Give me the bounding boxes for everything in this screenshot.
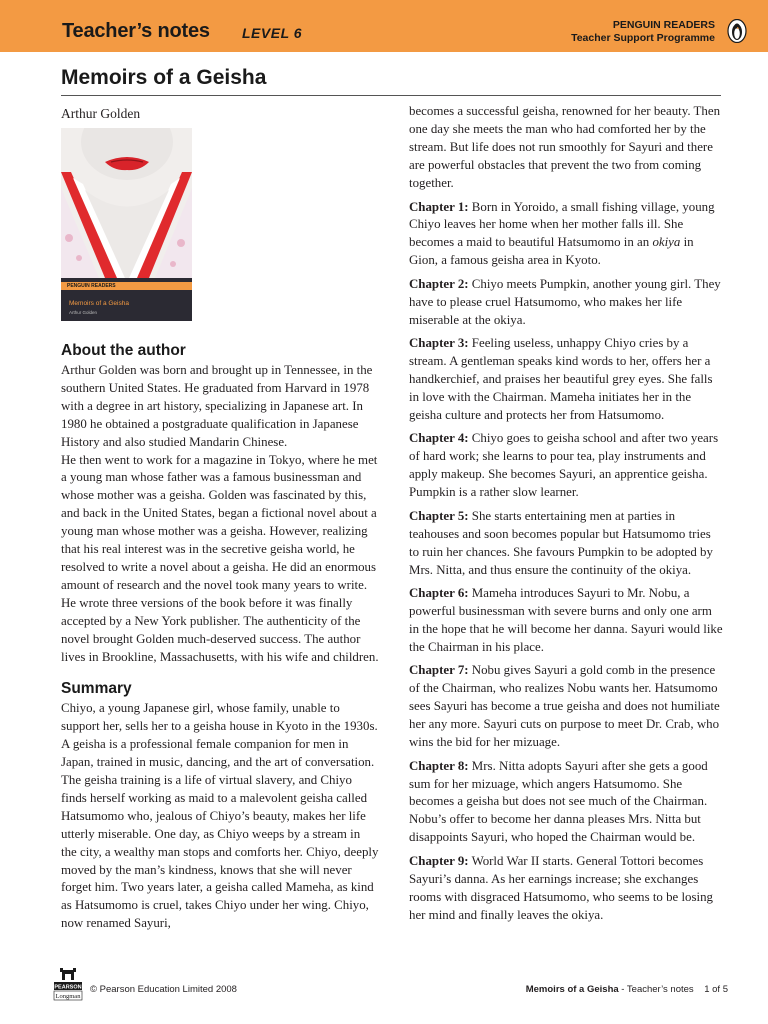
document-title: Memoirs of a Geisha	[61, 66, 267, 89]
svg-text:Longman: Longman	[55, 993, 81, 1000]
left-column	[61, 340, 379, 933]
cover-series-label: PENGUIN READERS	[67, 283, 116, 289]
chapter-label: Chapter 3:	[409, 336, 469, 351]
pearson-longman-logo	[53, 968, 83, 1002]
chapter-item: Chapter 5: She starts entertaining men at parties in teahouses and soon becomes popular but Hatsumomo tries to ruin her chances. She favours Pumpkin to be adopted by Mrs. Nitta, and thus ensure the continuity of the okiya.	[409, 508, 713, 577]
chapter-label: Chapter 7:	[409, 663, 469, 678]
title-divider	[61, 95, 721, 96]
summary-heading: Summary	[61, 680, 132, 698]
cover-illustration	[61, 128, 192, 278]
chapter-item: Chapter 4: Chiyo goes to geisha school and after two years of hard work; she learns to pour tea, play instruments and apply makeup. She becomes Sayuri, an apprentice geisha. Pumpkin is a rather slow learner.	[409, 431, 719, 500]
chapter-italic-term: okiya	[652, 235, 681, 250]
chapter-item: Chapter 6: Mameha introduces Sayuri to Mr. Nobu, a powerful businessman with severe burns and only one arm in the hope that he will become her danna. Sayuri would like the Chairman in his place.	[409, 586, 723, 654]
footer-suffix: - Teacher’s notes	[618, 984, 694, 995]
page-number: 1 of 5	[704, 984, 728, 995]
chapter-label: Chapter 6:	[409, 586, 469, 601]
chapter-item: Chapter 8: Mrs. Nitta adopts Sayuri after she gets a good sum for her mizuage, which angers Hatsumomo. She becomes a geisha but does not see much of the Chairman. Nobu’s offer to become her danna pleases Mrs. Nitta but disappoints Sayuri, who hoped the Chairman would be.	[409, 758, 708, 845]
cover-title: Memoirs of a Geisha	[69, 300, 129, 307]
chapter-label: Chapter 8:	[409, 758, 469, 773]
footer-title-page	[526, 984, 728, 995]
summary-paragraph: Chiyo, a young Japanese girl, whose family, unable to support her, sells her to a geisha house in Kyoto in the 1930s. A geisha is a professional female companion for men in Japan, trained in music, dancing, and the art of conversation. The geisha training is a life of virtual slavery, and Chiyo finds herself working as maid to a malevolent geisha called Hatsumomo who, jealous of Chiyo’s beauty, makes her life utterly miserable. One day, as Chiyo weeps by a stream in the city, a wealthy man stops and comforts her. Chiyo, deeply moved by the man’s kindness, knows that she will never forget him. Two years later, a geisha called Mameha, as kind as Hatsumomo is cruel, takes Chiyo under her wing. Chiyo, now renamed Sayuri,	[61, 701, 379, 931]
chapter-item: Chapter 7: Nobu gives Sayuri a gold comb in the presence of the Chairman, who realizes Nobu wants her. Hatsumomo sees Sayuri has become a true geisha and does not humiliate her any more. Sayuri cuts on purpose to meet Dr. Crab, who wins the bid for her mizuage.	[409, 663, 720, 750]
footer-book-title: Memoirs of a Geisha	[525, 984, 619, 995]
chapter-item: Chapter 9: World War II starts. General Tottori becomes Sayuri’s danna. As her earnings increase; she exchanges rooms with disgraced Hatsumomo, who seems to be losing her mind and finally leaves the okiya.	[409, 853, 713, 922]
chapter-label: Chapter 2:	[409, 276, 469, 291]
chapter-item: Chapter 3: Feeling useless, unhappy Chiyo cries by a stream. A gentleman speaks kind words to her, offers her a handkerchief, and praises her beautiful grey eyes. She falls in love with the Chairman. Mameha initiates her in the geisha culture and protects her from Hatsumomo.	[409, 336, 713, 422]
programme-block	[571, 19, 715, 45]
series-name: PENGUIN READERS	[612, 19, 715, 31]
penguin-logo-icon	[727, 19, 747, 43]
chapter-label: Chapter 5:	[409, 508, 469, 523]
about-paragraph: Arthur Golden was born and brought up in Tennessee, in the southern United States. He graduated from Harvard in 1978 with a degree in art history, specializing in Japanese art. In 1980 he obtained a postgraduate qualification in Japanese History and also studied Mandarin Chinese.	[61, 363, 373, 449]
about-author-heading: About the author	[61, 342, 186, 359]
chapter-label: Chapter 1:	[409, 199, 469, 214]
about-paragraph: He then went to work for a magazine in Tokyo, where he met a young man whose father was a famous businessman and whose mother was a geisha. Golden was fascinated by this, and back in the United States, began a fictional novel about a young man whose mother was a geisha. However, realizing that his real interest was in the secretive geisha world, he resolved to write a novel about a geisha. He did an enormous amount of research and the novel took many years to write. He wrote three versions of the book before it was finally accepted by a New York publisher. The authenticity of the novel brought Golden much-deserved success. The author lives in Brookline, Massachusetts, with his wife and children.	[61, 452, 379, 664]
level-label: LEVEL 6	[242, 25, 303, 41]
banner-title: Teacher’s notes	[62, 20, 210, 42]
chapter-item: Chapter 2: Chiyo meets Pumpkin, another young girl. They have to please cruel Hatsumomo, who makes her life miserable at the okiya.	[409, 276, 721, 327]
chapter-label: Chapter 4:	[409, 431, 469, 446]
summary-continuation: becomes a successful geisha, renowned for her beauty. Then one day she meets the man who had comforted her by the stream. But life does not run smoothly for Sayuri and there are powerful obstacles that prevent the two from coming together.	[409, 104, 721, 190]
chapter-item: Chapter 1: Born in Yoroido, a small fishing village, young Chiyo leaves her home when her mother falls ill. She becomes a maid to beautiful Hatsumomo in an okiya in Gion, a famous geisha area in Kyoto.	[409, 199, 715, 268]
header-banner	[0, 0, 768, 52]
svg-text:PEARSON: PEARSON	[54, 984, 82, 991]
cover-author: Arthur Golden	[69, 310, 98, 315]
book-cover-image	[61, 128, 192, 321]
copyright-notice: © Pearson Education Limited 2008	[90, 984, 237, 995]
author-name: Arthur Golden	[61, 106, 141, 121]
programme-name: Teacher Support Programme	[571, 32, 715, 44]
chapter-label: Chapter 9:	[409, 853, 469, 868]
right-column	[409, 103, 723, 930]
